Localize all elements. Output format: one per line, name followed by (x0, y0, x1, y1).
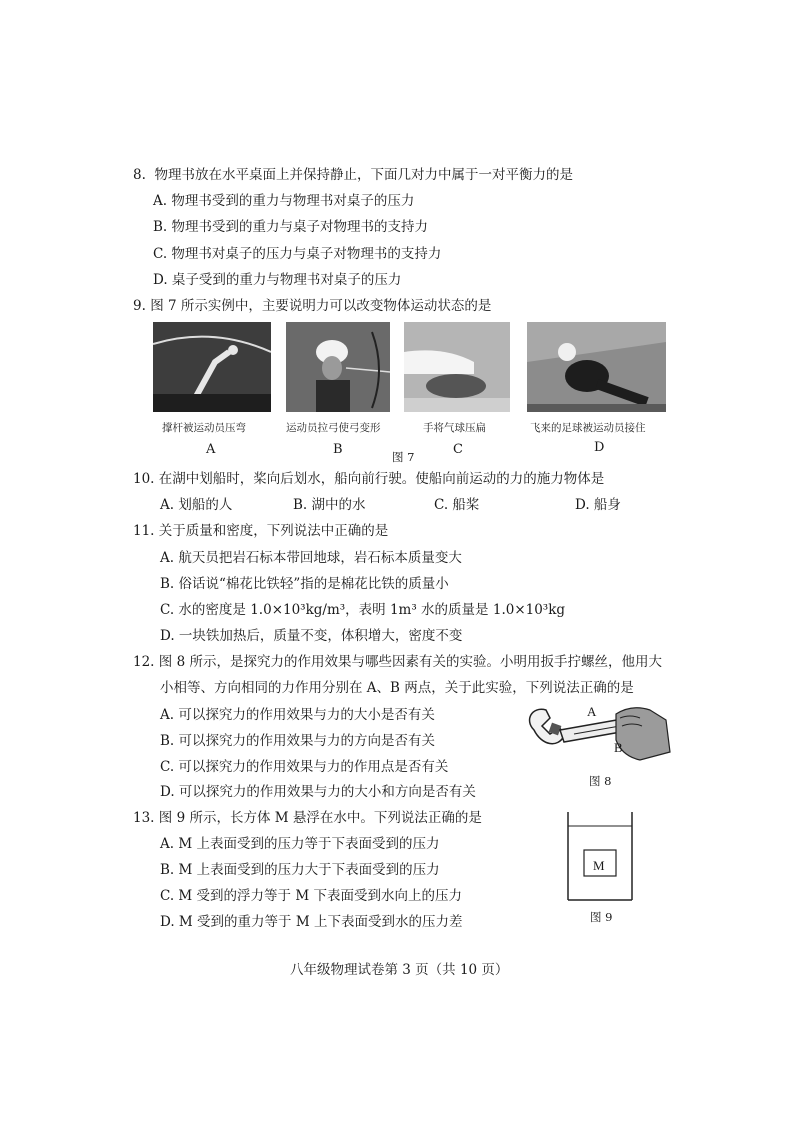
archer-image (286, 322, 390, 412)
question-stem-line-2: 小相等、方向相同的力作用分别在 A、B 两点，关于此实验，下列说法正确的是 (160, 680, 634, 696)
archer-photo (286, 322, 390, 412)
question-number: 10. (133, 471, 155, 487)
question-stem: 关于质量和密度，下列说法中正确的是 (158, 523, 389, 539)
block-m-label: M (593, 858, 605, 873)
question-11 (133, 522, 388, 540)
option-d: D. 船身 (575, 497, 621, 513)
question-stem-line-1: 图 8 所示，是探究力的作用效果与哪些因素有关的实验。小明用扳手拧螺丝，他用大 (158, 654, 662, 670)
point-a-label: A (587, 704, 597, 719)
question-number: 12. (133, 654, 155, 670)
question-stem: 图 7 所示实例中，主要说明力可以改变物体运动状态的是 (150, 298, 492, 314)
question-8 (133, 166, 573, 184)
question-number: 13. (133, 810, 155, 826)
question-stem: 在湖中划船时，桨向后划水，船向前行驶。使船向前运动的力的施力物体是 (158, 471, 605, 487)
pole-vault-image (153, 322, 271, 412)
question-number: 11. (133, 523, 155, 539)
letter-d: D (594, 440, 605, 455)
pole-vault-photo (153, 322, 271, 412)
option-c: C. M 受到的浮力等于 M 下表面受到水向上的压力 (160, 888, 462, 904)
option-c: C. 船桨 (434, 497, 480, 513)
water-container-icon (566, 812, 634, 902)
question-stem: 物理书放在水平桌面上并保持静止，下面几对力中属于一对平衡力的是 (154, 167, 573, 183)
letter-b: B (333, 442, 343, 457)
option-b: B. 俗话说“棉花比铁轻”指的是棉花比铁的质量小 (160, 576, 449, 592)
question-9 (133, 297, 491, 315)
question-13 (133, 809, 482, 827)
balloon-image (404, 322, 510, 412)
option-d: D. 可以探究力的作用效果与力的大小和方向是否有关 (160, 784, 476, 800)
figure-7-label: 图 7 (392, 450, 415, 464)
option-d: D. 桌子受到的重力与物理书对桌子的压力 (153, 272, 402, 288)
container-figure (566, 812, 634, 902)
option-b: B. 物理书受到的重力与桌子对物理书的支持力 (153, 219, 429, 235)
question-stem: 图 9 所示，长方体 M 悬浮在水中。下列说法正确的是 (158, 810, 482, 826)
option-b: B. 可以探究力的作用效果与力的方向是否有关 (160, 733, 436, 749)
option-c: C. 可以探究力的作用效果与力的作用点是否有关 (160, 759, 449, 775)
option-b: B. M 上表面受到的压力大于下表面受到的压力 (160, 862, 440, 878)
figure-9-label: 图 9 (590, 910, 613, 924)
option-c: C. 水的密度是 1.0×10³kg/m³，表明 1m³ 水的质量是 1.0×10³kg (160, 602, 566, 618)
question-number: 8. (133, 167, 146, 183)
option-a: A. M 上表面受到的压力等于下表面受到的压力 (160, 836, 440, 852)
figure-8-label: 图 8 (589, 774, 612, 788)
letter-a: A (206, 442, 216, 457)
caption-a: 撑杆被运动员压弯 (162, 422, 246, 434)
caption-c: 手将气球压扁 (423, 422, 486, 434)
option-a: A. 航天员把岩石标本带回地球，岩石标本质量变大 (160, 550, 462, 566)
option-d: D. 一块铁加热后，质量不变，体积增大，密度不变 (160, 628, 463, 644)
question-number: 9. (133, 298, 146, 314)
balloon-photo (404, 322, 510, 412)
caption-b: 运动员拉弓使弓变形 (286, 422, 381, 434)
question-12 (133, 653, 662, 671)
option-a: A. 可以探究力的作用效果与力的大小是否有关 (160, 707, 435, 723)
goalkeeper-photo (527, 322, 666, 412)
point-b-label: B (614, 740, 623, 755)
option-a: A. 划船的人 (160, 497, 233, 513)
question-10 (133, 470, 604, 488)
page-footer: 八年级物理试卷第 3 页（共 10 页） (290, 962, 509, 978)
letter-c: C (453, 442, 463, 457)
option-c: C. 物理书对桌子的压力与桌子对物理书的支持力 (153, 246, 442, 262)
option-a: A. 物理书受到的重力与物理书对桌子的压力 (153, 193, 415, 209)
goalkeeper-image (527, 322, 666, 412)
option-b: B. 湖中的水 (293, 497, 366, 513)
option-d: D. M 受到的重力等于 M 上下表面受到水的压力差 (160, 914, 463, 930)
caption-d: 飞来的足球被运动员接住 (530, 422, 646, 434)
